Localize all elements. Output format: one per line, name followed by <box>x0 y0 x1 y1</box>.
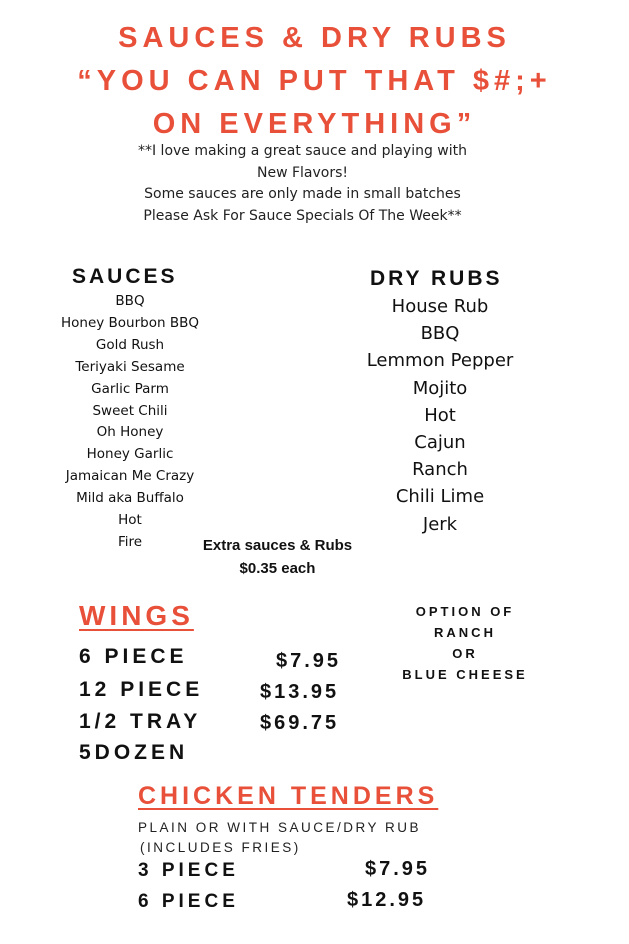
sauce-item: Garlic Parm <box>91 380 169 397</box>
rub-item: Hot <box>424 404 456 426</box>
sauce-item: Sweet Chili <box>92 402 168 419</box>
wings-item-price: $69.75 <box>260 712 340 734</box>
sauce-item: Teriyaki Sesame <box>75 358 185 375</box>
sauce-item: Honey Garlic <box>86 446 174 463</box>
intro-line: **I love making a great sauce and playing with <box>137 143 468 159</box>
option-line: OR <box>452 646 478 661</box>
wings-item-name: 6 PIECE <box>79 645 188 668</box>
wings-item-price: $13.95 <box>260 681 340 703</box>
sauce-item: Fire <box>117 533 143 550</box>
sauce-item: Jamaican Me Crazy <box>65 468 195 485</box>
tenders-heading: CHICKEN TENDERS <box>138 782 439 810</box>
sauce-item: Honey Bourbon BBQ <box>60 314 199 331</box>
option-line: BLUE CHEESE <box>402 667 528 682</box>
rub-item: House Rub <box>391 296 489 317</box>
extra-price: $0.35 each <box>239 560 316 577</box>
extra-sauces-note <box>180 534 375 580</box>
option-line: OPTION OF <box>415 604 515 619</box>
tenders-item-name: 6 PIECE <box>138 891 239 912</box>
rub-item: Jerk <box>422 513 458 535</box>
tenders-note-fries: (INCLUDES FRIES) <box>140 840 301 855</box>
wings-item-price: $7.95 <box>276 650 342 672</box>
tenders-item-name: 3 PIECE <box>138 860 239 881</box>
wings-item-name: 12 PIECE <box>79 678 204 701</box>
tenders-item-price: $12.95 <box>347 889 427 911</box>
dry-rubs-heading: DRY RUBS <box>370 267 503 290</box>
extra-line-1: Extra sauces & Rubs <box>202 537 353 554</box>
page-title-line-3: ON EVERYTHING” <box>152 108 477 140</box>
sauce-item: Hot <box>118 512 142 529</box>
intro-line: Please Ask For Sauce Specials Of The Week** <box>143 207 462 224</box>
tenders-item-price: $7.95 <box>365 858 431 880</box>
sauce-item: Gold Rush <box>95 336 165 353</box>
tenders-note: PLAIN OR WITH SAUCE/DRY RUB <box>138 820 422 835</box>
intro-line: Some sauces are only made in small batches <box>144 186 461 202</box>
page-title-line-2: “YOU CAN PUT THAT $#;+ <box>77 65 552 97</box>
page-title-line-1: SAUCES & DRY RUBS <box>118 22 511 54</box>
sauce-item: Oh Honey <box>96 424 164 441</box>
sauce-item: BBQ <box>115 293 145 309</box>
rub-item: BBQ <box>420 323 460 345</box>
wings-item-name: 5DOZEN <box>79 741 189 764</box>
sauces-heading: SAUCES <box>72 265 178 288</box>
intro-line: New Flavors! <box>256 164 349 181</box>
dry-rubs-list <box>340 293 540 538</box>
rub-item: Mojito <box>412 377 468 399</box>
sauce-item: Mild aka Buffalo <box>76 490 184 507</box>
wings-item-name: 1/2 TRAY <box>79 710 202 733</box>
intro-text <box>0 141 605 227</box>
wings-dip-option <box>385 601 545 685</box>
rub-item: Ranch <box>412 459 468 481</box>
option-line: RANCH <box>434 625 496 640</box>
rub-item: Cajun <box>414 432 466 454</box>
sauces-list <box>30 291 230 554</box>
rub-item: Lemmon Pepper <box>366 350 514 372</box>
wings-heading: WINGS <box>79 600 194 631</box>
rub-item: Chili Lime <box>395 486 485 508</box>
